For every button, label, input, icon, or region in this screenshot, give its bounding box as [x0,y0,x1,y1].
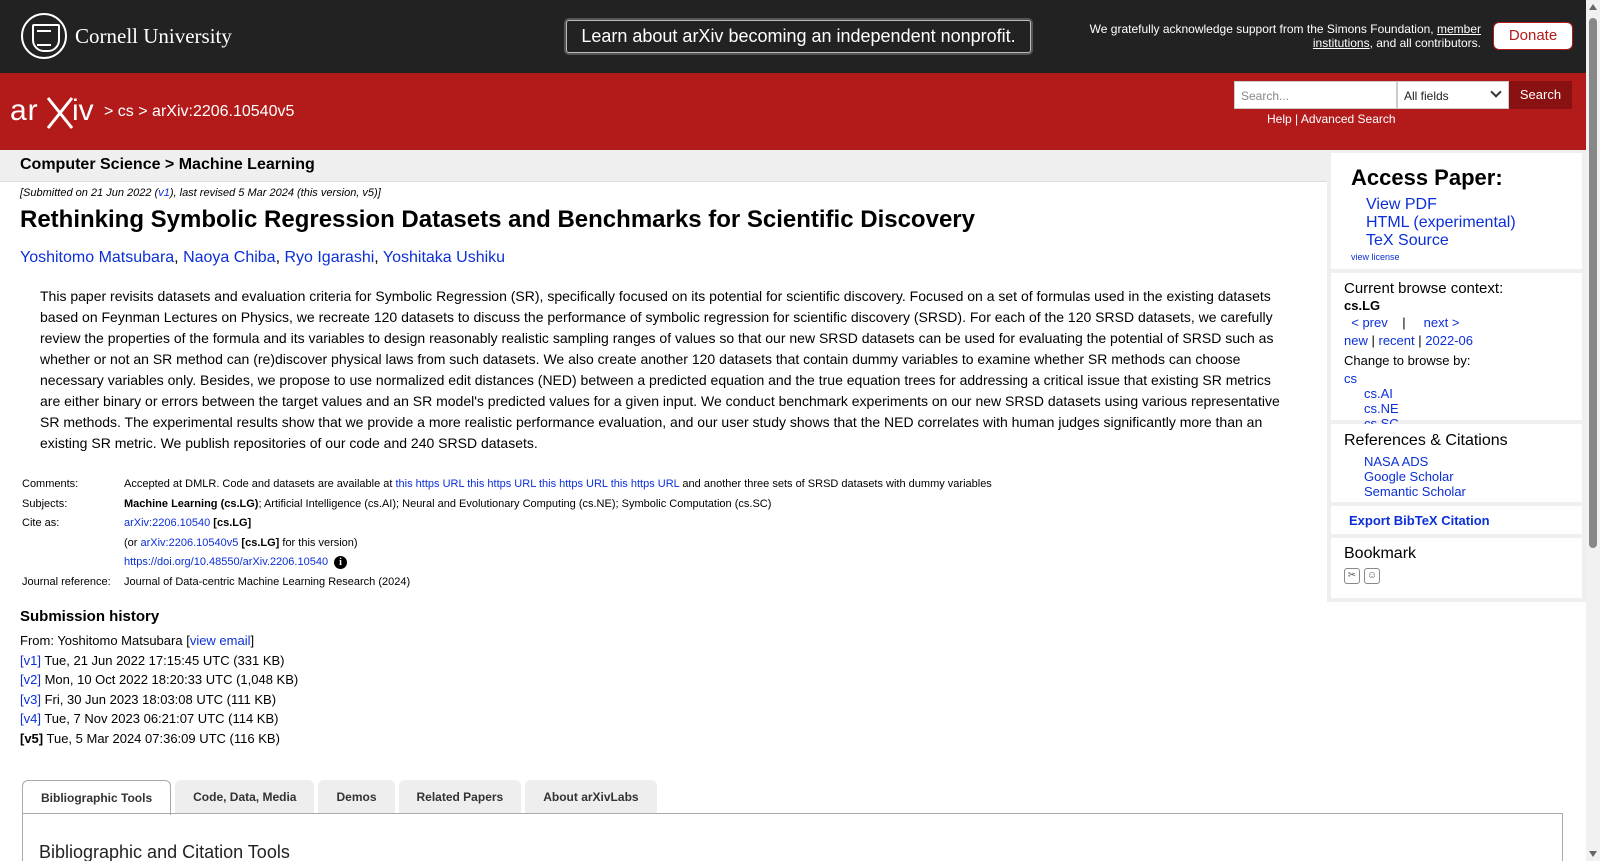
code-links[interactable]: this https URL this https URL this https URL this https URL [395,478,680,490]
browse-context-box: Current browse context: cs.LG < prev | next > new | recent | 2022-06 Change to browse by: cs cs.AI cs.NE [1331,273,1582,420]
scroll-down-arrow-icon[interactable] [1589,851,1597,857]
top-banner [0,0,1586,73]
reddit-icon[interactable]: ☺ [1364,568,1380,584]
browse-cs-ne-link[interactable]: cs.NE [1364,401,1399,416]
version-entry: [v4] Tue, 7 Nov 2023 06:21:07 UTC (114 KB) [20,711,279,726]
version-entry: [v2] Mon, 10 Oct 2022 18:20:33 UTC (1,048 KB) [20,672,299,687]
export-bibtex-link[interactable]: Export BibTeX Citation [1349,513,1490,528]
member-institutions-link[interactable]: member institutions [1312,22,1481,50]
current-version-tag: [v5] [20,730,44,746]
author-link[interactable]: Yoshitomo Matsubara [20,249,175,266]
v1-link[interactable]: v1 [158,187,170,199]
bibsonomy-icon[interactable]: ✂ [1344,568,1360,584]
context-category: cs.LG [1344,298,1381,313]
submission-history-heading: Submission history [20,608,160,625]
author-link[interactable]: Yoshitaka Ushiku [382,249,506,266]
help-link[interactable]: Help [1267,112,1292,126]
bookmark-box: Bookmark ✂ ☺ [1331,538,1582,598]
view-email-link[interactable]: view email [189,633,251,648]
subjects-row: Subjects: Machine Learning (cs.LG); Artificial Intelligence (cs.AI); Neural and Evolutionary Computing (cs.NE); Symbolic Computation (cs.SC) [22,497,772,510]
breadcrumb-cs[interactable]: cs [117,103,134,120]
cite-id-link[interactable]: arXiv:2206.10540 [124,517,211,529]
breadcrumb: > cs > arXiv:2206.10540v5 [104,103,295,120]
paper-title: Rethinking Symbolic Regression Datasets and Benchmarks for Scientific Discovery [20,206,975,233]
search-button[interactable]: Search [1509,81,1572,109]
version-link[interactable]: [v2] [20,672,41,687]
version-entry: [v5] Tue, 5 Mar 2024 07:36:09 UTC (116 KB) [20,730,280,746]
svg-text:iv: iv [72,94,94,127]
labs-tabs [22,780,661,815]
tex-source-link[interactable]: TeX Source [1366,232,1449,249]
info-icon[interactable]: i [334,556,347,569]
svg-text:ar: ar [10,94,39,127]
comments-row: Comments: Accepted at DMLR. Code and datasets are available at this https URL this https URL this https URL this https URL and another three sets of SRSD datasets with dummy variables [22,478,992,490]
browse-cs-ai-link[interactable]: cs.AI [1364,386,1393,401]
donate-button[interactable]: Donate [1493,22,1573,50]
prev-link[interactable]: < prev [1351,315,1388,330]
journal-row: Journal reference: Journal of Data-centric Machine Learning Research (2024) [22,575,411,588]
export-box [1331,506,1582,534]
scroll-up-arrow-icon[interactable] [1589,4,1597,10]
metadata-table [20,477,992,594]
arxiv-logo[interactable] [10,90,102,132]
submitter: From: Yoshitomo Matsubara [view email] [20,633,255,648]
cornell-name: Cornell University [75,23,232,48]
version-link[interactable]: [v1] [20,652,41,668]
version-link[interactable]: [v4] [20,711,41,726]
abstract: This paper revisits datasets and evaluation criteria for Symbolic Regression (SR), specifically focused on its potential for scientific discovery. Focused on a set of formulas used in the existing datasets based on Feynman Lectures on Physics, we recreate 120 datasets to discuss the performance of symbolic regression for scientific discovery (SRSD). For each of the 120 SRSD datasets, we carefully review the properties of the formula and its variables to design reasonably realistic sampling ranges of values so that our new SRSD datasets can be used for evaluating the potential of SRSD such as whether or not an SR method can (re)discover physical laws from such datasets. We also create another 120 datasets that contain dummy variables to examine whether SR methods can choose necessary variables only. Besides, we propose to use normalized edit distances (NED) between a predicted equation and the true equation trees for addressing a critical issue that existing SR metrics are either binary or errors between the target values and an SR model's predicted values for a given input. We conduct benchmark experiments on our new SRSD datasets using various representative SR methods. The experimental results show that we provide a more realistic performance evaluation, and our user study shows that the NED correlates with human judges significantly more than an existing SR metric. We publish repositories of our code and 240 SRSD datasets. [40,288,1280,451]
cite-version-row: (or arXiv:2206.10540v5 [cs.LG] for this version) [124,536,358,549]
view-pdf-link[interactable]: View PDF [1366,196,1437,213]
nonprofit-announcement-button[interactable]: Learn about arXiv becoming an independent nonprofit. [566,20,1031,53]
tab-demos[interactable]: Demos [318,780,394,814]
references-box: References & Citations NASA ADS Google Scholar Semantic Scholar [1331,424,1582,502]
google-scholar-link[interactable]: Google Scholar [1364,469,1454,484]
recent-link[interactable]: recent [1378,333,1415,348]
breadcrumb-paper-id: arXiv:2206.10540v5 [152,103,295,120]
cornell-logo[interactable] [21,13,232,59]
version-entry: [v3] Fri, 30 Jun 2023 18:03:08 UTC (111 KB) [20,691,277,707]
advanced-search-link[interactable]: Advanced Search [1300,112,1396,126]
nasa-ads-link[interactable]: NASA ADS [1364,454,1429,469]
semantic-scholar-link[interactable]: Semantic Scholar [1364,484,1466,499]
author-link[interactable]: Ryo Igarashi [284,249,375,266]
cite-version-link[interactable]: arXiv:2206.10540v5 [140,536,239,549]
tab-panel-heading: Bibliographic and Citation Tools [39,842,290,861]
subject-header: Computer Science > Machine Learning [0,150,1327,182]
tab-about-arxivlabs[interactable]: About arXivLabs [525,780,656,814]
cite-row: Cite as: arXiv:2206.10540 [cs.LG] [22,517,252,529]
help-links: Help | Advanced Search [1267,112,1396,126]
search-input[interactable]: Search... [1234,81,1397,109]
sidebar [1327,150,1586,602]
support-acknowledgement: We gratefully acknowledge support from the Simons Foundation, member institutions, and all contributors. [1089,22,1481,50]
scroll-thumb[interactable] [1589,18,1597,548]
submission-dateline: [Submitted on 21 Jun 2022 (v1), last revised 5 Mar 2024 (this version, v5)] [20,187,381,199]
new-link[interactable]: new [1344,333,1368,348]
search-field-select[interactable]: All fields [1397,81,1509,109]
doi-row [20,555,992,569]
author-list: Yoshitomo Matsubara, Naoya Chiba, Ryo Igarashi, Yoshitaka Ushiku [20,249,506,266]
doi-link[interactable]: https://doi.org/10.48550/arXiv.2206.10540 [124,556,329,568]
tab-panel [22,813,1563,861]
version-entry: [v1] Tue, 21 Jun 2022 17:15:45 UTC (331 KB) [20,652,285,668]
submission-history [20,631,298,748]
scrollbar[interactable] [1586,0,1600,861]
tab-bibliographic-tools[interactable]: Bibliographic Tools [22,780,171,815]
view-license-link[interactable]: view license [1351,252,1400,262]
tab-related-papers[interactable]: Related Papers [399,780,522,814]
version-link[interactable]: [v3] [20,691,41,707]
month-link[interactable]: 2022-06 [1425,333,1473,348]
next-link[interactable]: next > [1423,315,1460,330]
browse-cs-link[interactable]: cs [1344,371,1357,386]
access-paper-heading: Access Paper: [1351,165,1503,190]
html-link[interactable]: HTML (experimental) [1366,214,1516,231]
cornell-seal-icon [21,13,67,59]
chevron-down-icon [1490,86,1501,97]
author-link[interactable]: Naoya Chiba [183,249,276,266]
tab-code-data-media[interactable]: Code, Data, Media [175,780,314,814]
arxiv-header [0,73,1586,150]
access-paper-box [1331,153,1582,269]
